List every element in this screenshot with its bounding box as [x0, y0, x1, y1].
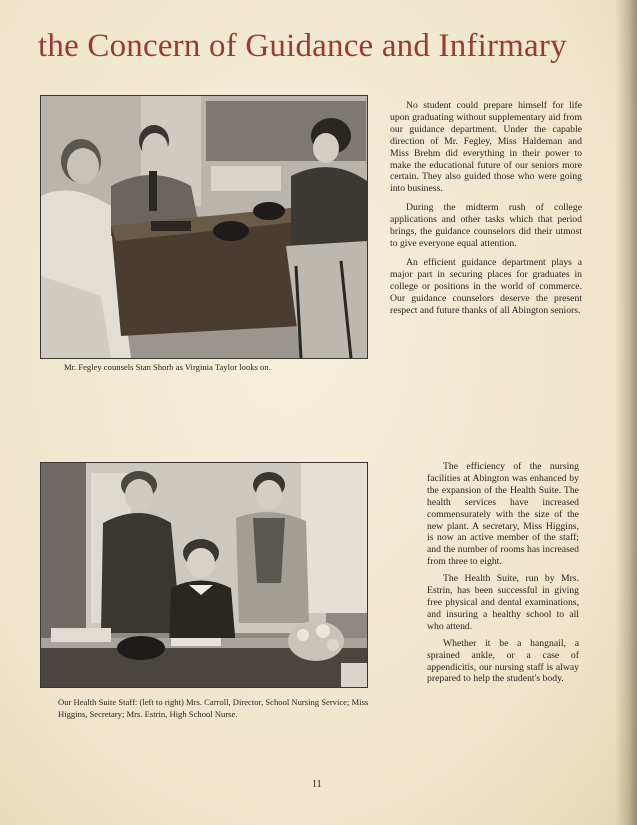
guidance-paragraph: During the midterm rush of college applications and other tasks which that period brings, the guidance counselors did their utmost to give everyone equal attention.: [390, 202, 582, 249]
guidance-photo-caption: Mr. Fegley counsels Stan Shorb as Virginia Taylor looks on.: [64, 362, 271, 372]
guidance-paragraph: No student could prepare himself for life upon graduating without supplementary aid from our guidance department. Under the capable direction of Mr. Fegley, Miss Haldeman and Miss Brehm did everything in their power to make the educational future of our seniors more certain. They also guided those who were going into business.: [390, 100, 582, 195]
page-title: the Concern of Guidance and Infirmary: [38, 28, 567, 64]
book-spine-shadow: [615, 0, 637, 825]
health-suite-text: [427, 461, 579, 690]
health-paragraph: The Health Suite, run by Mrs. Estrin, has been successful in giving free physical and dental examinations, and insuring a healthy school to all who attend.: [427, 573, 579, 632]
health-paragraph: The efficiency of the nursing facilities at Abington was enhanced by the expansion of the Health Suite. The health services have increased commensurately with the size of the new plant. A secretary, Miss Higgins, is now an active member of the staff; and the number of rooms has increased from three to eight.: [427, 461, 579, 568]
guidance-photo: [40, 95, 368, 359]
guidance-paragraph: An efficient guidance department plays a major part in securing places for graduates in college or positions in the world of commerce. Our guidance counselors deserve the present respect and future thanks of all Abington seniors.: [390, 256, 582, 316]
health-paragraph: Whether it be a hangnail, a sprained ankle, or a case of appendicitis, our nursing staff is alway prepared to help the student's body.: [427, 637, 579, 685]
guidance-text: [390, 100, 582, 323]
page-number: 11: [312, 779, 322, 790]
health-suite-photo-caption: Our Health Suite Staff: (left to right) Mrs. Carroll, Director, School Nursing Service; Miss Higgins, Secretary; Mrs. Estrin, High School Nurse.: [58, 697, 369, 719]
health-suite-photo: [40, 462, 368, 688]
